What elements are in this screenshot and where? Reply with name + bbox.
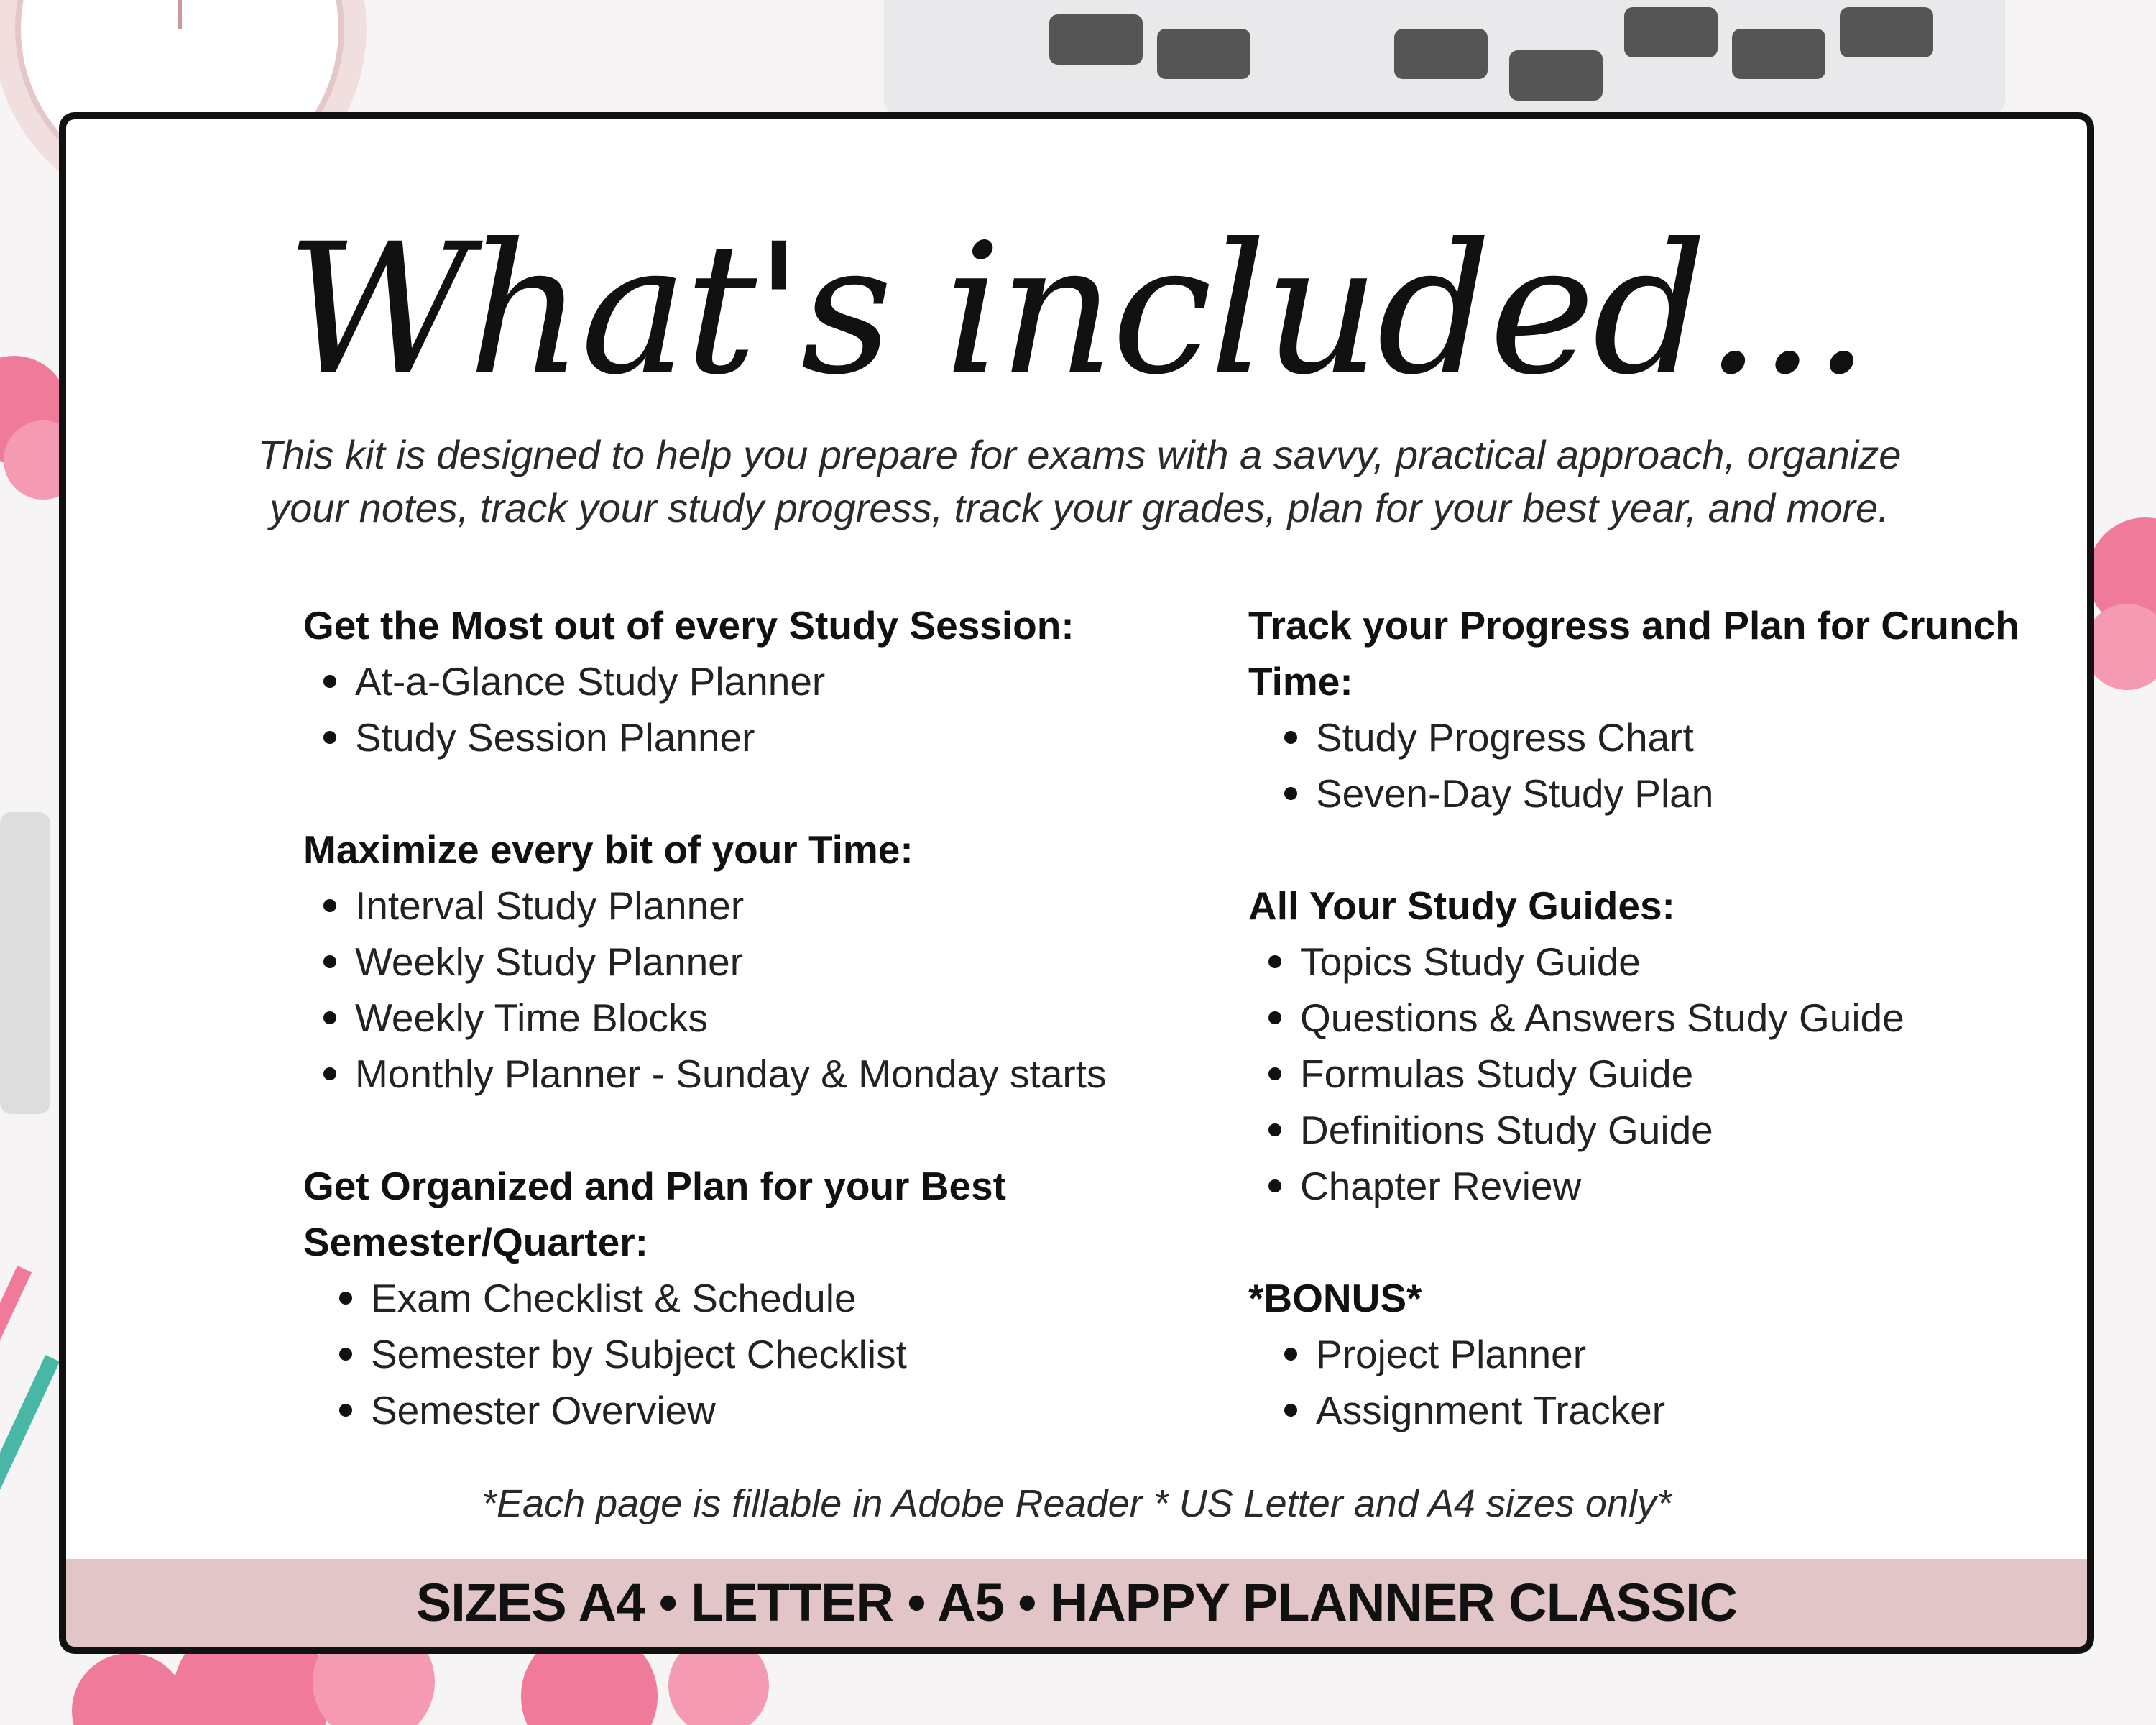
bullet-icon xyxy=(339,1292,352,1305)
section-heading: All Your Study Guides: xyxy=(1248,883,1675,928)
item-list xyxy=(303,1270,1202,1438)
section-heading: Get Organized and Plan for your Best Semester/Quarter: xyxy=(303,1164,1006,1264)
bullet-icon xyxy=(339,1348,352,1361)
right-column xyxy=(1248,597,2075,1494)
list-item: Study Session Planner xyxy=(303,709,1202,765)
list-item: Exam Checklist & Schedule xyxy=(303,1270,1202,1326)
bullet-icon xyxy=(1284,787,1297,800)
list-item: Assignment Tracker xyxy=(1248,1382,2075,1438)
binder-clip-decoration xyxy=(0,812,50,1114)
keyboard-decoration xyxy=(884,0,2005,115)
list-item: Study Progress Chart xyxy=(1248,709,2075,765)
item-list xyxy=(1248,934,2075,1214)
section-bonus xyxy=(1248,1270,2075,1438)
bullet-icon xyxy=(323,731,336,744)
section-heading: Get the Most out of every Study Session: xyxy=(303,603,1074,648)
list-item: Weekly Study Planner xyxy=(303,934,1202,990)
item-list xyxy=(1248,1326,2075,1438)
item-list xyxy=(303,878,1202,1102)
bullet-icon xyxy=(323,675,336,688)
list-item: Monthly Planner - Sunday & Monday starts xyxy=(303,1046,1202,1102)
item-list xyxy=(1248,709,2075,822)
list-item: At-a-Glance Study Planner xyxy=(303,653,1202,709)
bullet-icon xyxy=(1284,731,1297,744)
section-heading: Track your Progress and Plan for Crunch Time: xyxy=(1248,603,2019,704)
list-item: Semester by Subject Checklist xyxy=(303,1326,1202,1382)
item-list xyxy=(303,653,1202,765)
list-item: Semester Overview xyxy=(303,1382,1202,1438)
included-card xyxy=(59,112,2094,1654)
section-study-session xyxy=(303,597,1202,765)
list-item: Questions & Answers Study Guide xyxy=(1248,990,2075,1046)
bullet-icon xyxy=(1284,1348,1297,1361)
section-track-progress xyxy=(1248,597,2075,822)
list-item: Interval Study Planner xyxy=(303,878,1202,934)
list-item: Weekly Time Blocks xyxy=(303,990,1202,1046)
bullet-icon xyxy=(1268,1011,1281,1024)
section-maximize-time xyxy=(303,822,1202,1102)
bullet-icon xyxy=(1268,1179,1281,1192)
bullet-icon xyxy=(323,1067,336,1080)
list-item: Chapter Review xyxy=(1248,1158,2075,1214)
list-item: Seven-Day Study Plan xyxy=(1248,765,2075,822)
bullet-icon xyxy=(1268,955,1281,968)
bullet-icon xyxy=(323,899,336,912)
left-column xyxy=(303,597,1202,1494)
section-get-organized xyxy=(303,1158,1202,1438)
bullet-icon xyxy=(339,1404,352,1417)
page-title: What's included... xyxy=(285,205,1868,414)
sizes-banner: SIZES A4 • LETTER • A5 • HAPPY PLANNER CLASSIC xyxy=(66,1559,2087,1647)
section-heading: Maximize every bit of your Time: xyxy=(303,827,913,872)
bullet-icon xyxy=(323,955,336,968)
section-heading: *BONUS* xyxy=(1248,1276,1422,1320)
footnote: *Each page is fillable in Adobe Reader * US Letter and A4 sizes only* xyxy=(482,1482,1672,1525)
list-item: Project Planner xyxy=(1248,1326,2075,1382)
bullet-icon xyxy=(1284,1404,1297,1417)
list-item: Formulas Study Guide xyxy=(1248,1046,2075,1102)
bullet-icon xyxy=(1268,1123,1281,1136)
list-item: Topics Study Guide xyxy=(1248,934,2075,990)
list-item: Definitions Study Guide xyxy=(1248,1102,2075,1158)
bullet-icon xyxy=(323,1011,336,1024)
bullet-icon xyxy=(1268,1067,1281,1080)
section-study-guides xyxy=(1248,878,2075,1214)
intro-text: This kit is designed to help you prepare for exams with a savvy, practical approach, organize your notes, track your study progress, track your grades, plan for your best year, and more. xyxy=(257,432,1902,530)
